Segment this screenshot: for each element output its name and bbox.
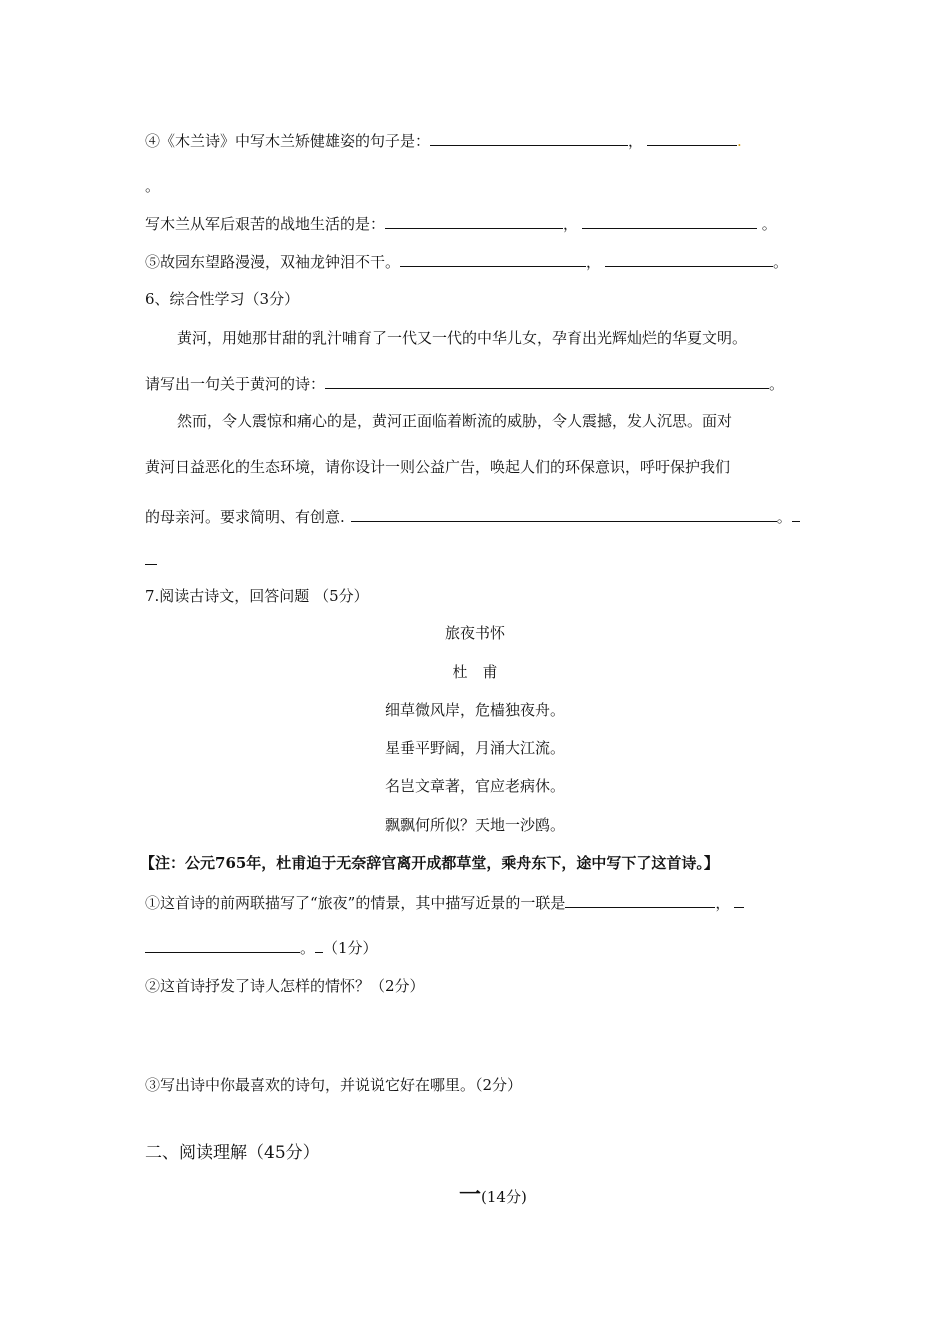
answer-blank-continued[interactable] [145,564,157,565]
decorative-dot: . [737,132,742,150]
q4-end-mark: 。 [145,177,161,195]
answer-blank[interactable] [325,373,769,389]
q6-paragraph-2a: 然而，令人震惊和痛心的是，黄河正面临着断流的威胁，令人震撼，发人沉思。面对 [177,412,733,430]
q6-p2c-text: 的母亲河。要求简明、有创意. [145,508,345,526]
q7-sub1-score: （1分） [323,939,378,957]
poem-line: 名岂文章著，官应老病休。 [384,777,565,795]
answer-blank-tail[interactable] [792,506,800,522]
q6-ask-end: 。 [769,375,785,393]
poem-author: 杜 甫 [452,663,498,681]
q6-p2c-end: 。 [776,508,792,526]
q5-end: 。 [773,253,789,271]
q7-sub1-end: 。 [300,939,316,957]
poem-line: 飘飘何所似？天地一沙鸥。 [384,816,565,834]
q7-sub1-comma: ， [715,894,731,912]
poem-line: 星垂平野阔，月涌大江流。 [384,739,565,757]
q6-ask-line [145,373,784,394]
q7-sub1-prefix: ①这首诗的前两联描写了“旅夜”的情景，其中描写近景的一联是 [145,894,566,912]
part-heading [459,1182,527,1208]
answer-blank[interactable] [582,213,757,229]
q6-paragraph-2c [145,506,800,527]
q6-ask-prefix: 请写出一句关于黄河的诗： [145,375,326,393]
answer-blank[interactable] [400,251,586,267]
q4-comma: ， [628,132,644,150]
answer-blank[interactable] [430,130,628,146]
poem-line: 细草微风岸，危樯独夜舟。 [384,701,565,719]
answer-blank[interactable] [647,130,737,146]
q7-sub2: ②这首诗抒发了诗人怎样的情怀？（2分） [145,977,425,995]
q5-prefix: ⑤故园东望路漫漫，双袖龙钟泪不干。 [145,253,401,271]
q5-comma: ， [586,253,602,271]
poem-note: 【注：公元765年，杜甫迫于无奈辞官离开成都草堂，乘舟东下，途中写下了这首诗。】 [140,854,719,872]
answer-blank[interactable] [565,892,715,908]
part-score: (14分) [481,1188,527,1206]
q5-line [145,251,788,272]
answer-blank[interactable] [605,251,773,267]
q6-heading: 6、综合性学习（3分） [145,290,300,308]
part-mark: 一 [459,1182,482,1208]
q7-sub3: ③写出诗中你最喜欢的诗句，并说说它好在哪里。（2分） [145,1076,523,1094]
q6-paragraph-1: 黄河，用她那甘甜的乳汁哺育了一代又一代的中华儿女，孕育出光辉灿烂的华夏文明。 [177,329,748,347]
q4-line2-prefix: 写木兰从军后艰苦的战地生活的是： [145,215,386,233]
answer-blank[interactable] [734,892,744,908]
section-heading: 二、阅读理解（45分） [145,1143,320,1163]
answer-blank[interactable] [385,213,563,229]
q4-prefix: ④《木兰诗》中写木兰矫健雄姿的句子是： [145,132,431,150]
q4-line2-end: 。 [757,215,777,233]
q7-sub1-line [145,892,744,913]
q4-line [145,130,742,151]
q4-line2 [145,213,777,234]
answer-blank[interactable] [145,937,300,953]
answer-blank-tail[interactable] [315,937,323,953]
answer-blank[interactable] [351,506,777,522]
q6-paragraph-2b: 黄河日益恶化的生态环境，请你设计一则公益广告，唤起人们的环保意识，呼吁保护我们 [145,458,731,476]
q7-heading: 7.阅读古诗文，回答问题 （5分） [145,587,369,605]
q7-sub1-continued [145,937,378,958]
poem-title: 旅夜书怀 [444,624,505,642]
q4-comma2: ， [563,215,579,233]
